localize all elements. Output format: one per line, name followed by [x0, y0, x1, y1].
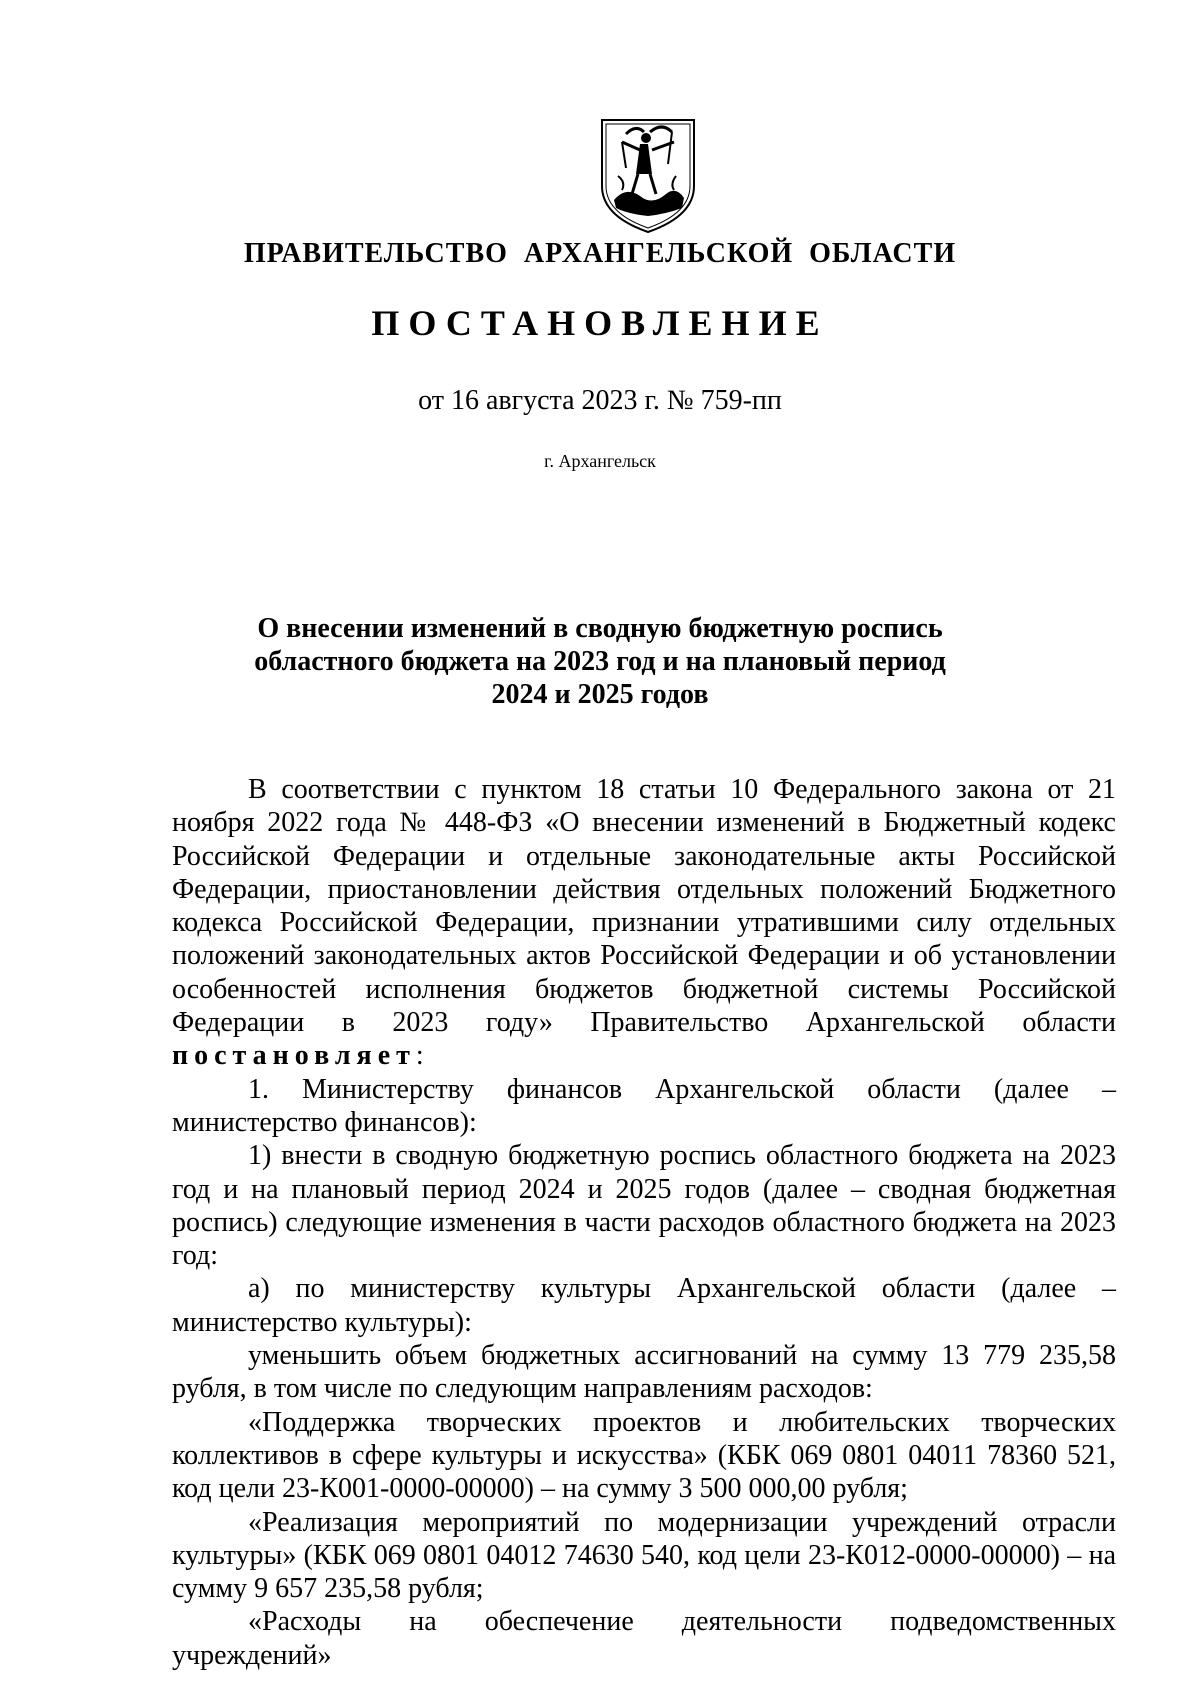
- document-title: [0, 612, 1200, 711]
- title-line: областного бюджета на 2023 год и на плановый период: [254, 646, 946, 677]
- document-type: ПОСТАНОВЛЕНИЕ: [371, 303, 829, 343]
- document-body: [172, 773, 1116, 1672]
- paragraph-text: В соответствии с пунктом 18 статьи 10 Федерального закона от 21 ноября 2022 года № 448-ФЗ «О внесении изменений в Бюджетный кодекс Российской Федерации и отдельные законодательные акты Российской Федерации, приостановлении действия отдельных положений Бюджетного кодекса Российской Федерации, признании утратившими силу отдельных положений законодательных актов Российской Федерации и об установлении особенностей исполнения бюджетов бюджетной системы Российской Федерации в 2023 году» Правительство Архангельской области: [172, 774, 1116, 1039]
- body-paragraph: «Поддержка творческих проектов и любительских творческих коллективов в сфере культуры и искусства» (КБК 069 0801 04011 78360 521, код цели 23-К001-0000-00000) – на сумму 3 500 000,00 рубля;: [172, 1406, 1116, 1505]
- body-paragraph: а) по министерству культуры Архангельской области (далее – министерство культуры):: [172, 1273, 1116, 1338]
- body-paragraph: 1. Министерству финансов Архангельской области (далее – министерство финансов):: [172, 1073, 1116, 1138]
- paragraph-end: :: [415, 1040, 424, 1072]
- body-paragraph: 1) внести в сводную бюджетную роспись областного бюджета на 2023 год и на плановый период 2024 и 2025 годов (далее – сводная бюджетная роспись) следующие изменения в части расходов областного бюджета на 2023 год:: [172, 1140, 1116, 1272]
- body-paragraph: [172, 773, 1116, 1073]
- coat-of-arms-icon: [596, 116, 700, 236]
- document-city: г. Архангельск: [544, 451, 656, 471]
- resolving-verb: постановляет: [172, 1040, 416, 1072]
- title-line: 2024 и 2025 годов: [491, 679, 709, 710]
- title-line: О внесении изменений в сводную бюджетную роспись: [257, 613, 943, 644]
- body-paragraph: уменьшить объем бюджетных ассигнований на сумму 13 779 235,58 рубля, в том числе по следующим направлениям расходов:: [172, 1340, 1116, 1405]
- body-paragraph: «Расходы на обеспечение деятельности подведомственных учреждений»: [172, 1606, 1116, 1671]
- document-date-number: от 16 августа 2023 г. № 759-пп: [418, 385, 782, 416]
- body-paragraph: «Реализация мероприятий по модернизации учреждений отрасли культуры» (КБК 069 0801 04012 74630 540, код цели 23-К012-0000-00000) – на сумму 9 657 235,58 рубля;: [172, 1506, 1116, 1605]
- organization-name: ПРАВИТЕЛЬСТВО АРХАНГЕЛЬСКОЙ ОБЛАСТИ: [243, 238, 957, 269]
